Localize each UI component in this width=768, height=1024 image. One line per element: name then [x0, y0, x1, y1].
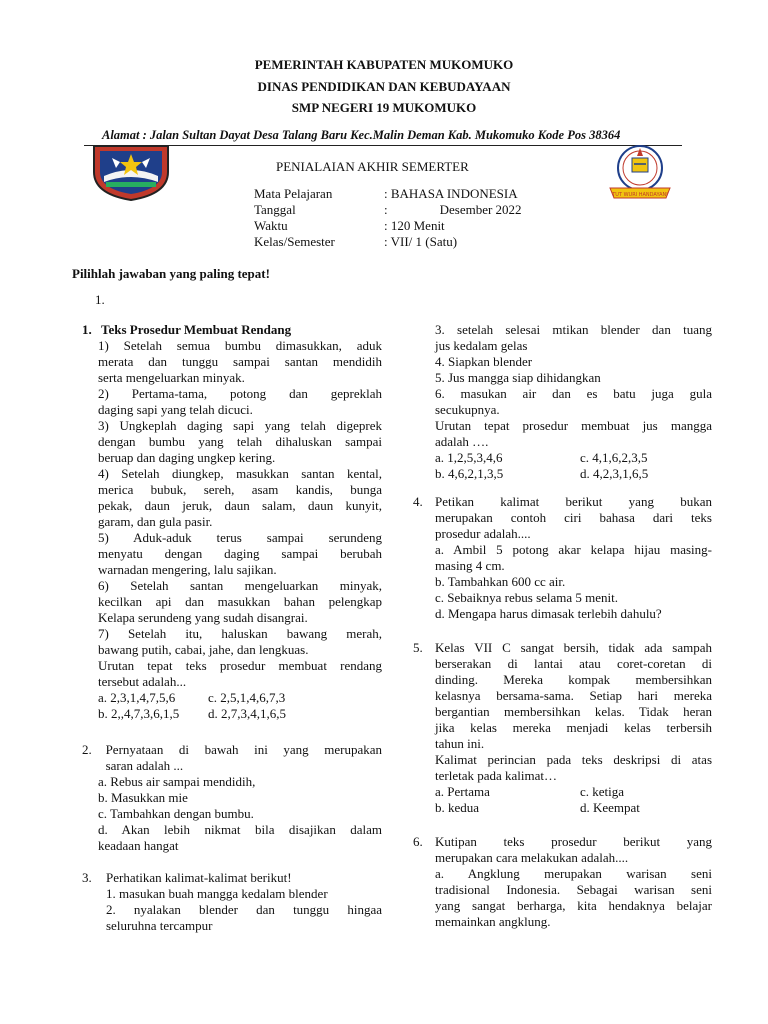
question-title: Teks Prosedur Membuat Rendang [101, 322, 292, 337]
question-line: 2) Pertama-tama, potong dan gepreklah [98, 386, 382, 401]
question-line: dengan bumbu yang telah dihaluskan sampai [98, 434, 382, 449]
question-6 [413, 834, 712, 930]
question-line: bergantian membersihkan kelas. Tidak heran [435, 704, 712, 719]
option-c[interactable]: c. Tambahkan dengan bumbu. [98, 806, 254, 821]
question-line: Kalimat perincian pada teks deskripsi di atas [435, 752, 712, 767]
tut-wuri-handayani-logo [598, 140, 682, 204]
question-line: Petikan kalimat berikut yang bukan [435, 494, 712, 509]
answer-options [98, 690, 382, 722]
option-a[interactable]: a. 1,2,5,3,4,6 [435, 450, 503, 465]
question-line: menyatu dengan daging sampai berubah [98, 546, 382, 561]
question-line: merupakan contoh ciri bahasa dari teks [435, 510, 712, 525]
question-line: tersebut adalah... [98, 674, 187, 689]
question-2 [82, 742, 382, 854]
question-line: garam, dan gula pasir. [98, 514, 213, 529]
question-line: Pernyataan di bawah ini yang merupakan [105, 742, 382, 757]
statement-4: 4. Siapkan blender [435, 354, 533, 369]
header-divider [84, 145, 682, 146]
exam-info-row [254, 234, 522, 250]
statement-2-continued: seluruhna tercampur [106, 918, 213, 933]
question-line: 1) Setelah semua bumbu dimasukkan, aduk [98, 338, 382, 353]
question-prompt-continued: adalah …. [435, 434, 489, 449]
option-b[interactable]: b. Masukkan mie [98, 790, 188, 805]
question-line: kelasnya bersama-sama. Setiap hari mereka [435, 688, 712, 703]
question-number: 3. [82, 870, 92, 885]
info-value: : Desember 2022 [384, 202, 522, 217]
question-number: 4. [413, 494, 423, 509]
question-line: merica bubuk, sereh, asam kandis, bunga [98, 482, 382, 497]
info-label: Mata Pelajaran [254, 186, 333, 201]
exam-info-row [254, 218, 522, 234]
question-prompt: Urutan tepat prosedur membuat jus mangga [435, 418, 712, 433]
option-d[interactable]: d. 4,2,3,1,6,5 [580, 466, 649, 481]
question-intro: Perhatikan kalimat-kalimat berikut! [106, 870, 292, 885]
question-line: dinding. Mereka kompak membersihkan [435, 672, 712, 687]
question-number: 2. [82, 742, 92, 757]
question-line: 3) Ungkeplah daging sapi yang telah digeprek [98, 418, 382, 433]
question-line: saran adalah ... [105, 758, 184, 773]
exam-info-row [254, 202, 522, 218]
option-d[interactable]: d. Mengapa harus dimasak terlebih dahulu? [435, 606, 662, 621]
question-line: merata dan tunggu sampai santan mendidih [98, 354, 382, 369]
question-line: daging sapi yang telah dicuci. [98, 402, 253, 417]
instruction: Pilihlah jawaban yang paling tepat! [72, 266, 270, 281]
exam-title: PENIALAIAN AKHIR SEMERTER [276, 159, 469, 174]
info-label: Tanggal [254, 202, 296, 217]
exam-info-row [254, 186, 522, 202]
question-3 [82, 870, 382, 934]
question-line: berserakan di lantai atau coret-coretan di [435, 656, 712, 671]
question-line: pekak, daun jeruk, daun salam, daun kunyit, [98, 498, 382, 513]
answer-options [435, 450, 712, 482]
statement-3: 3. setelah selesai mtikan blender dan tuang [435, 322, 712, 337]
question-body [98, 338, 382, 690]
question-line: Urutan tepat teks prosedur membuat rendang [98, 658, 382, 673]
question-line: 5) Aduk-aduk terus sampai serundeng [98, 530, 382, 545]
stray-number: 1. [95, 292, 105, 307]
info-label: Kelas/Semester [254, 234, 335, 249]
statement-3-continued: jus kedalam gelas [435, 338, 528, 353]
statement-1: 1. masukan buah mangga kedalam blender [106, 886, 328, 901]
question-line: 4) Setelah diungkep, masukkan santan kental, [98, 466, 382, 481]
info-value: : VII/ 1 (Satu) [384, 234, 458, 249]
option-d[interactable]: d. Akan lebih nikmat bila disajikan dalam [98, 822, 382, 837]
question-line: beruap dan daging ungkep kering. [98, 450, 276, 465]
question-5 [413, 640, 712, 816]
question-3-continued [435, 322, 712, 482]
question-line: 6) Setelah santan mengeluarkan minyak, [98, 578, 382, 593]
question-line: bawang putih, cabai, jahe, dan lengkuas. [98, 642, 309, 657]
header-government: PEMERINTAH KABUPATEN MUKOMUKO [254, 57, 514, 72]
question-line: tahun ini. [435, 736, 485, 751]
info-value: : BAHASA INDONESIA [384, 186, 518, 201]
question-line: prosedur adalah.... [435, 526, 531, 541]
option-a[interactable]: a. Angklung merupakan warisan seni [435, 866, 712, 881]
question-number: 1. [82, 322, 92, 337]
header-department: DINAS PENDIDIKAN DAN KEBUDAYAAN [257, 79, 511, 94]
option-a[interactable]: a. 2,3,1,4,7,5,6 [98, 690, 176, 705]
statement-6-continued: secukupnya. [435, 402, 500, 417]
question-4 [413, 494, 712, 622]
option-b[interactable]: b. kedua [435, 800, 480, 815]
header-school: SMP NEGERI 19 MUKOMUKO [291, 100, 477, 115]
option-b[interactable]: b. Tambahkan 600 cc air. [435, 574, 566, 589]
question-line: Kelas VII C sangat bersih, tidak ada sampah [435, 640, 712, 655]
option-a-continued: memainkan angklung. [435, 914, 551, 929]
option-c[interactable]: c. ketiga [580, 784, 625, 799]
option-a-continued: yang sangat berharga, kita hendaknya belajar [435, 898, 712, 913]
question-line: merupakan cara melakukan adalah.... [435, 850, 629, 865]
question-line: jika kelas mereka menjadi kelas terbersih [435, 720, 712, 735]
option-b[interactable]: b. 2,,4,7,3,6,1,5 [98, 706, 180, 721]
statement-6: 6. masukan air dan es batu juga gula [435, 386, 712, 401]
option-d-continued: keadaan hangat [98, 838, 179, 853]
school-address: Alamat : Jalan Sultan Dayat Desa Talang Baru Kec.Malin Deman Kab. Mukomuko Kode Pos 38364 [102, 128, 621, 142]
regency-emblem-logo [90, 142, 172, 202]
question-1 [82, 322, 382, 722]
option-b[interactable]: b. 4,6,2,1,3,5 [435, 466, 504, 481]
question-line: 7) Setelah itu, haluskan bawang merah, [98, 626, 382, 641]
option-a[interactable]: a. Pertama [435, 784, 490, 799]
statement-5: 5. Jus mangga siap dihidangkan [435, 370, 601, 385]
question-line: Kutipan teks prosedur berikut yang [435, 834, 712, 849]
info-label: Waktu [254, 218, 288, 233]
option-c[interactable]: c. 4,1,6,2,3,5 [580, 450, 648, 465]
question-line: serta mengeluarkan minyak. [98, 370, 245, 385]
question-line: terletak pada kalimat… [435, 768, 558, 783]
answer-options [98, 774, 382, 854]
option-a[interactable]: a. Ambil 5 potong akar kelapa hijau masing- [435, 542, 712, 557]
answer-options [435, 784, 712, 816]
option-d[interactable]: d. 2,7,3,4,1,6,5 [208, 706, 286, 721]
option-a-continued: tradisional Indonesia. Sebagai warisan seni [435, 882, 712, 897]
question-line: Kelapa serundeng yang sudah disangrai. [98, 610, 308, 625]
option-a-continued: masing 4 cm. [435, 558, 505, 573]
statement-2: 2. nyalakan blender dan tunggu hingaa [106, 902, 382, 917]
question-line: warnadan mengering, lalu sajikan. [98, 562, 277, 577]
question-line: kecilkan api dan masukkan bahan pelengkap [98, 594, 382, 609]
exam-info-table [254, 186, 522, 250]
option-c[interactable]: c. 2,5,1,4,6,7,3 [208, 690, 286, 705]
question-number: 6. [413, 834, 423, 849]
option-a[interactable]: a. Rebus air sampai mendidih, [98, 774, 256, 789]
question-number: 5. [413, 640, 423, 655]
info-value: : 120 Menit [384, 218, 445, 233]
option-c[interactable]: c. Sebaiknya rebus selama 5 menit. [435, 590, 619, 605]
option-d[interactable]: d. Keempat [580, 800, 640, 815]
logo-ribbon-text: TUT WURI HANDAYANI [612, 192, 668, 198]
